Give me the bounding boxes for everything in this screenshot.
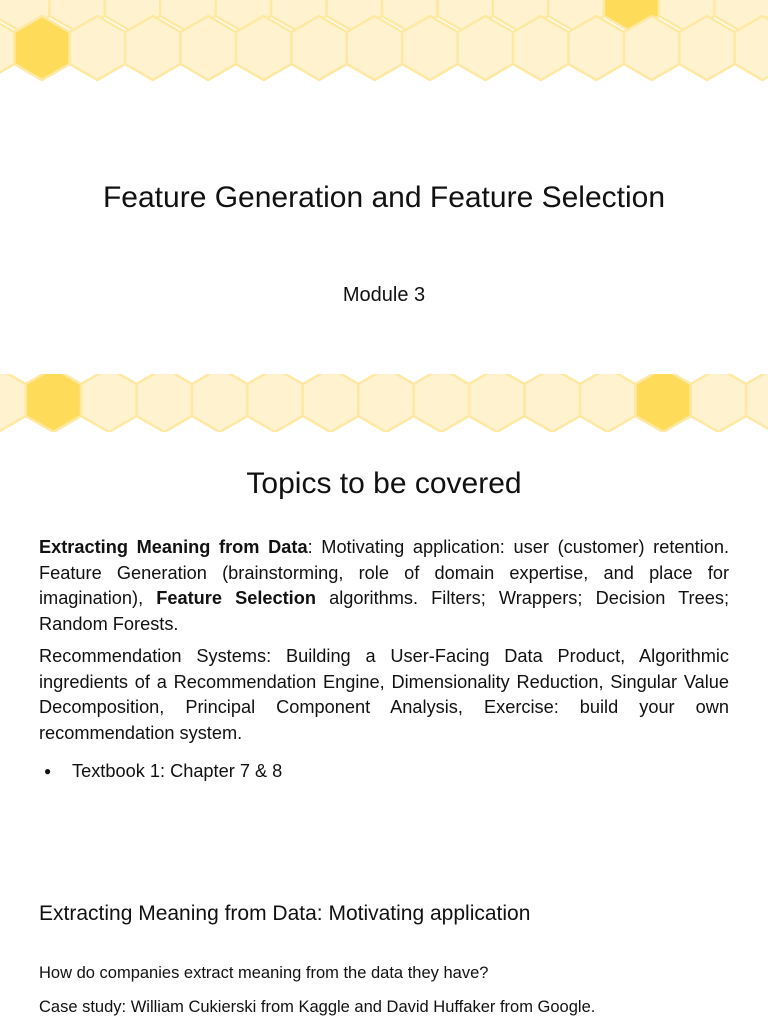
topic-text-1: : Motivating application: user (customer) retention. Feature Generation (brainstorming, role of domain expertise, and place for imagination), — [39, 537, 729, 608]
bullet-text: Textbook 1: Chapter 7 & 8 — [72, 761, 283, 781]
honeycomb-hex — [137, 374, 192, 432]
honeycomb-pattern-bottom — [0, 374, 768, 432]
topic-text-2: algorithms. Filters; Wrappers; Decision Trees; Random Forests. — [39, 588, 729, 634]
topics-slide — [0, 432, 768, 864]
honeycomb-band-bottom — [0, 374, 768, 432]
honeycomb-hex — [192, 374, 247, 432]
slide-subtitle: Module 3 — [342, 284, 426, 306]
case-study-line: Case study: William Cukierski from Kaggle and David Huffaker from Google. — [39, 998, 596, 1016]
title-slide — [0, 0, 768, 432]
topics-heading: Topics to be covered — [246, 467, 522, 500]
honeycomb-hex — [0, 374, 26, 432]
bullet-dot-icon: ● — [44, 764, 52, 778]
honeycomb-hex — [746, 374, 768, 432]
motivating-application-slide — [0, 864, 768, 1024]
honeycomb-hex — [303, 374, 359, 432]
honeycomb-hex — [414, 374, 469, 432]
topic-bold-extracting-meaning: Extracting Meaning from Data — [39, 537, 308, 557]
topics-paragraph-1 — [39, 535, 729, 637]
honeycomb-pattern-top — [0, 0, 768, 96]
honeycomb-hex — [580, 374, 635, 432]
section-heading: Extracting Meaning from Data: Motivating application — [39, 902, 531, 925]
topic-bold-feature-selection: Feature Selection — [156, 588, 316, 608]
honeycomb-hex — [691, 374, 746, 432]
honeycomb-hex — [247, 374, 302, 432]
question-line: How do companies extract meaning from the data they have? — [39, 964, 489, 982]
honeycomb-hex-accent — [26, 374, 81, 432]
slide-title: Feature Generation and Feature Selection — [102, 181, 666, 214]
honeycomb-band-top — [0, 0, 768, 96]
topics-paragraph-2: Recommendation Systems: Building a User-Facing Data Product, Algorithmic ingredients of a Recommendation Engine, Dimensionality Reduction, Singular Value Decomposition, Principal Component Analysis, Exercise: build your own recommendation system. — [39, 646, 729, 743]
honeycomb-hex — [81, 374, 137, 432]
honeycomb-hex — [525, 374, 581, 432]
honeycomb-hex — [358, 374, 413, 432]
textbook-bullet — [44, 758, 724, 784]
honeycomb-hex — [469, 374, 524, 432]
honeycomb-hex-accent — [635, 374, 690, 432]
